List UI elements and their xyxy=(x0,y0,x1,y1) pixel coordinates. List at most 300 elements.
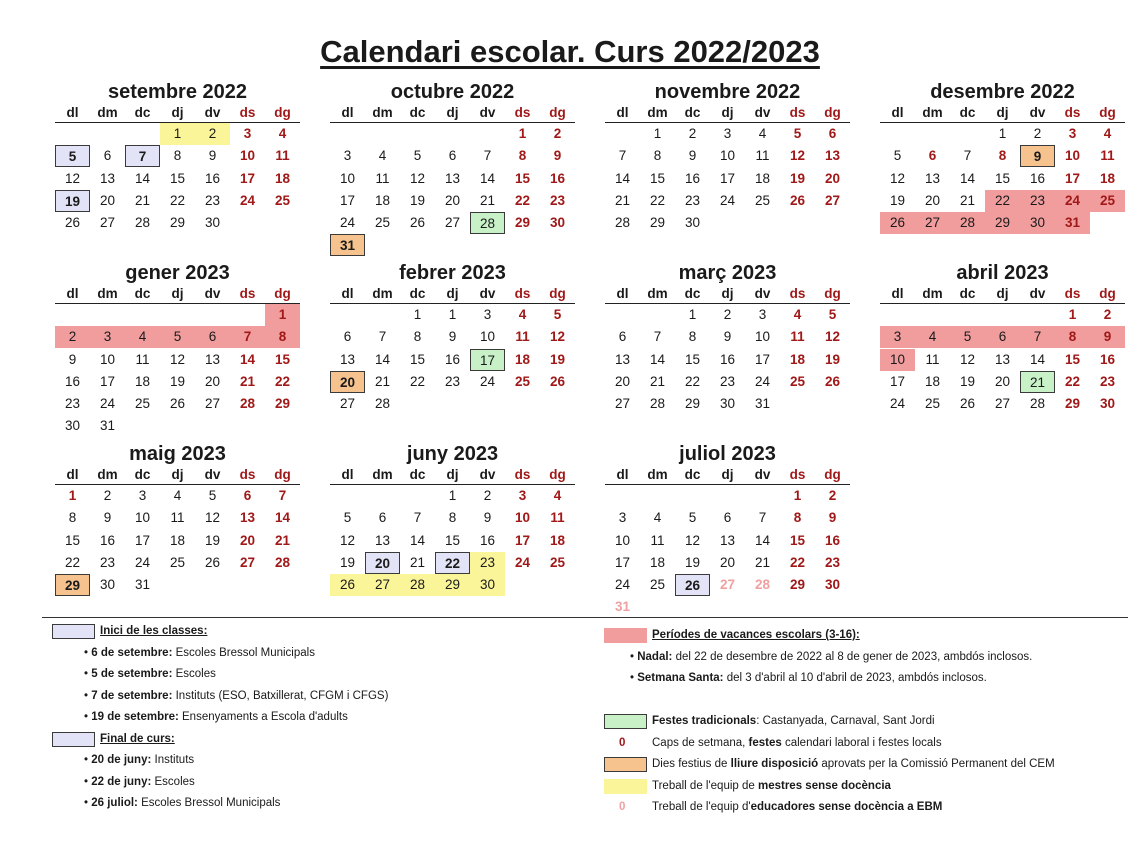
weekday-header xyxy=(880,285,1125,304)
day-cell: 28 xyxy=(239,396,256,412)
weekday-label: dj xyxy=(996,105,1009,120)
weekday-label: ds xyxy=(789,286,806,301)
week-row xyxy=(605,190,850,212)
day-cell: 28 xyxy=(274,554,291,570)
day-cell: 2 xyxy=(195,123,230,145)
empty-cell xyxy=(365,234,400,256)
day-cell: 15 xyxy=(514,170,531,186)
day-cell: 11 xyxy=(550,510,565,526)
day-cell: 16 xyxy=(684,170,701,186)
day-cell: 28 xyxy=(1029,396,1046,412)
day-cell: 18 xyxy=(374,192,391,208)
day-cell: 1 xyxy=(998,126,1007,141)
week-row xyxy=(880,326,1125,348)
day-cell: 23 xyxy=(684,192,701,208)
day-cell: 19 xyxy=(549,351,566,367)
empty-cell xyxy=(815,393,850,415)
empty-cell xyxy=(710,212,745,234)
legend-vacances xyxy=(604,625,1134,647)
day-cell: 19 xyxy=(824,351,841,367)
week-row xyxy=(605,123,850,145)
week-row xyxy=(605,371,850,393)
day-cell: 25 xyxy=(274,192,291,208)
day-cell: 24 xyxy=(99,396,116,412)
day-cell: 21 xyxy=(409,554,426,570)
month-title: juliol 2023 xyxy=(679,443,776,465)
week-row xyxy=(880,212,1125,234)
day-cell: 3 xyxy=(880,326,915,348)
vacances-swatch xyxy=(604,628,647,643)
weekday-label: dc xyxy=(134,286,151,301)
day-cell: 22 xyxy=(684,373,701,389)
day-cell: 20 xyxy=(924,192,941,208)
week-row xyxy=(880,304,1125,326)
day-cell: 6 xyxy=(985,326,1020,348)
day-cell: 20 xyxy=(444,192,461,208)
day-cell: 10 xyxy=(1064,148,1081,164)
week-row xyxy=(330,507,575,529)
day-cell: 12 xyxy=(684,532,701,548)
weekday-label: dv xyxy=(204,467,221,482)
weekday-label: dl xyxy=(66,467,79,482)
weekday-label: ds xyxy=(514,105,531,120)
week-row xyxy=(55,485,300,507)
day-cell: 1 xyxy=(793,488,802,503)
day-cell: 10 xyxy=(754,329,771,345)
day-cell: 27 xyxy=(444,215,461,231)
weekday-label: dv xyxy=(1029,105,1046,120)
day-cell: 10 xyxy=(239,148,256,164)
month-calendar xyxy=(605,80,850,234)
day-cell: 12 xyxy=(824,329,841,345)
weekend-marker: 0 xyxy=(619,736,626,749)
weekday-label: dc xyxy=(409,286,426,301)
day-cell: 17 xyxy=(470,349,505,371)
day-cell: 21 xyxy=(374,373,391,389)
day-cell: 28 xyxy=(950,212,985,234)
weekday-label: dm xyxy=(97,286,118,301)
empty-cell xyxy=(400,234,435,256)
weekday-label: dl xyxy=(341,286,354,301)
day-cell: 18 xyxy=(274,170,291,186)
day-cell: 5 xyxy=(950,326,985,348)
day-cell: 11 xyxy=(170,510,185,526)
weekday-label: dj xyxy=(721,105,734,120)
weekday-label: dm xyxy=(97,467,118,482)
day-cell: 3 xyxy=(138,488,147,503)
week-row xyxy=(880,123,1125,145)
day-cell: 16 xyxy=(479,532,496,548)
empty-cell xyxy=(125,123,160,145)
day-cell: 17 xyxy=(99,373,116,389)
week-row xyxy=(55,393,300,415)
weekday-label: dg xyxy=(824,467,841,482)
week-row xyxy=(605,393,850,415)
empty-cell xyxy=(745,596,780,618)
empty-cell xyxy=(470,393,505,415)
day-cell: 20 xyxy=(994,373,1011,389)
day-cell: 13 xyxy=(994,351,1011,367)
empty-cell xyxy=(230,574,265,596)
day-cell: 21 xyxy=(1020,371,1055,393)
vacances-item: • Nadal: del 22 de desembre de 2022 al 8 de gener de 2023, ambdós inclosos. xyxy=(630,650,1033,663)
day-cell: 19 xyxy=(339,554,356,570)
legend-festes: Festes tradicionals: Castanyada, Carnaval, Sant Jordi xyxy=(604,711,1134,733)
day-cell: 4 xyxy=(518,307,527,322)
month-title: gener 2023 xyxy=(125,262,230,284)
empty-cell xyxy=(950,123,985,145)
day-cell: 15 xyxy=(994,170,1011,186)
day-cell: 9 xyxy=(483,510,492,526)
weekday-label: dc xyxy=(959,286,976,301)
day-cell: 5 xyxy=(343,510,352,526)
empty-cell xyxy=(505,393,540,415)
weekday-label: dl xyxy=(891,105,904,120)
weekday-label: dv xyxy=(754,286,771,301)
empty-cell xyxy=(1090,212,1125,234)
day-cell: 21 xyxy=(134,192,151,208)
month-title: abril 2023 xyxy=(956,262,1049,284)
day-cell: 13 xyxy=(204,351,221,367)
month-calendar xyxy=(605,261,850,415)
empty-cell xyxy=(365,304,400,326)
day-cell: 17 xyxy=(239,170,256,186)
weekday-header xyxy=(605,104,850,123)
day-cell: 25 xyxy=(924,396,941,412)
final-heading: Final de curs: xyxy=(100,732,175,745)
day-cell: 31 xyxy=(99,418,116,434)
inici-heading: Inici de les classes: xyxy=(100,625,208,637)
day-cell: 7 xyxy=(1020,326,1055,348)
day-cell: 7 xyxy=(653,329,662,345)
day-cell: 25 xyxy=(374,215,391,231)
empty-cell xyxy=(330,123,365,145)
month-title: març 2023 xyxy=(678,262,777,284)
day-cell: 1 xyxy=(448,307,457,322)
day-cell: 10 xyxy=(719,148,736,164)
day-cell: 13 xyxy=(824,148,841,164)
empty-cell xyxy=(915,304,950,326)
day-cell: 16 xyxy=(64,373,81,389)
week-row xyxy=(605,304,850,326)
day-cell: 24 xyxy=(1055,190,1090,212)
day-cell: 3 xyxy=(518,488,527,503)
day-cell: 21 xyxy=(274,532,291,548)
week-row xyxy=(55,349,300,371)
legend-inici xyxy=(52,621,572,643)
day-cell: 11 xyxy=(515,329,530,345)
weekday-label: dl xyxy=(616,105,629,120)
empty-cell xyxy=(710,485,745,507)
day-cell: 30 xyxy=(1099,396,1116,412)
day-cell: 13 xyxy=(444,170,461,186)
week-row xyxy=(330,530,575,552)
day-cell: 27 xyxy=(614,396,631,412)
day-cell: 7 xyxy=(963,148,972,164)
day-cell: 27 xyxy=(339,396,356,412)
week-row xyxy=(55,552,300,574)
day-cell: 9 xyxy=(448,329,457,345)
weekday-header xyxy=(605,285,850,304)
month-calendar xyxy=(605,442,850,619)
day-cell: 20 xyxy=(719,554,736,570)
weekday-header xyxy=(605,466,850,485)
week-row xyxy=(605,552,850,574)
day-cell: 12 xyxy=(339,532,356,548)
day-cell: 22 xyxy=(649,192,666,208)
day-cell: 11 xyxy=(1100,148,1115,164)
day-cell: 17 xyxy=(339,192,356,208)
day-cell: 5 xyxy=(688,510,697,526)
day-cell: 5 xyxy=(828,307,837,322)
day-cell: 29 xyxy=(1064,396,1081,412)
day-cell: 1 xyxy=(413,307,422,322)
weekday-label: dj xyxy=(721,286,734,301)
week-row xyxy=(55,574,300,596)
day-cell: 2 xyxy=(55,326,90,348)
day-cell: 26 xyxy=(64,215,81,231)
day-cell: 22 xyxy=(1064,373,1081,389)
weekday-label: dj xyxy=(446,286,459,301)
weekday-label: dj xyxy=(446,467,459,482)
week-row xyxy=(330,349,575,371)
day-cell: 3 xyxy=(1068,126,1077,141)
empty-cell xyxy=(815,596,850,618)
day-cell: 6 xyxy=(928,148,937,164)
weekday-header xyxy=(55,285,300,304)
week-row xyxy=(330,485,575,507)
legend-educadores: 0 Treball de l'equip d'educadores sense docència a EBM xyxy=(604,797,1134,819)
month-calendar xyxy=(880,261,1125,415)
day-cell: 26 xyxy=(824,373,841,389)
day-cell: 6 xyxy=(723,510,732,526)
day-cell: 18 xyxy=(649,554,666,570)
day-cell: 16 xyxy=(549,170,566,186)
empty-cell xyxy=(540,234,575,256)
day-cell: 27 xyxy=(99,215,116,231)
weekday-label: dm xyxy=(922,286,943,301)
day-cell: 2 xyxy=(553,126,562,141)
day-cell: 16 xyxy=(204,170,221,186)
empty-cell xyxy=(710,596,745,618)
day-cell: 1 xyxy=(160,123,195,145)
day-cell: 5 xyxy=(553,307,562,322)
week-row xyxy=(330,574,575,596)
day-cell: 15 xyxy=(409,351,426,367)
day-cell: 24 xyxy=(514,554,531,570)
weekday-label: dj xyxy=(996,286,1009,301)
month-title: octubre 2022 xyxy=(390,81,515,103)
week-row xyxy=(330,371,575,393)
day-cell: 5 xyxy=(55,145,90,167)
week-row xyxy=(55,371,300,393)
empty-cell xyxy=(435,393,470,415)
day-cell: 10 xyxy=(479,329,496,345)
day-cell: 12 xyxy=(959,351,976,367)
weekday-label: dc xyxy=(134,467,151,482)
week-row xyxy=(330,123,575,145)
day-cell: 20 xyxy=(330,371,365,393)
week-row xyxy=(330,190,575,212)
weekday-label: ds xyxy=(1064,286,1081,301)
week-row xyxy=(330,234,575,256)
weekday-label: dc xyxy=(409,467,426,482)
final-item: • 20 de juny: Instituts xyxy=(84,754,195,766)
day-cell: 28 xyxy=(614,215,631,231)
day-cell: 29 xyxy=(435,574,470,596)
weekday-label: dm xyxy=(647,105,668,120)
weekday-label: dv xyxy=(479,105,496,120)
day-cell: 30 xyxy=(204,215,221,231)
day-cell: 10 xyxy=(614,532,631,548)
day-cell: 17 xyxy=(514,532,531,548)
day-cell: 6 xyxy=(343,329,352,345)
day-cell: 12 xyxy=(64,170,81,186)
day-cell: 16 xyxy=(719,351,736,367)
day-cell: 8 xyxy=(173,148,182,164)
weekday-label: dj xyxy=(171,467,184,482)
day-cell: 30 xyxy=(684,215,701,231)
day-cell: 29 xyxy=(684,396,701,412)
day-cell: 13 xyxy=(719,532,736,548)
day-cell: 14 xyxy=(614,170,631,186)
day-cell: 26 xyxy=(959,396,976,412)
empty-cell xyxy=(605,485,640,507)
weekday-label: dm xyxy=(97,105,118,120)
week-row xyxy=(605,507,850,529)
empty-cell xyxy=(780,393,815,415)
day-cell: 17 xyxy=(719,170,736,186)
day-cell: 11 xyxy=(790,329,805,345)
day-cell: 21 xyxy=(614,192,631,208)
day-cell: 4 xyxy=(553,488,562,503)
weekday-label: dl xyxy=(66,105,79,120)
weekday-label: dg xyxy=(824,286,841,301)
day-cell: 25 xyxy=(134,396,151,412)
day-cell: 26 xyxy=(169,396,186,412)
day-cell: 27 xyxy=(719,577,736,593)
month-calendar xyxy=(330,442,575,596)
day-cell: 16 xyxy=(99,532,116,548)
day-cell: 10 xyxy=(339,170,356,186)
month-calendar xyxy=(880,80,1125,234)
day-cell: 13 xyxy=(239,510,256,526)
day-cell: 4 xyxy=(1103,126,1112,141)
day-cell: 23 xyxy=(1020,190,1055,212)
weekday-label: ds xyxy=(789,105,806,120)
day-cell: 18 xyxy=(924,373,941,389)
day-cell: 11 xyxy=(275,148,290,164)
day-cell: 9 xyxy=(1020,145,1055,167)
empty-cell xyxy=(675,596,710,618)
day-cell: 2 xyxy=(483,488,492,503)
day-cell: 13 xyxy=(339,351,356,367)
day-cell: 22 xyxy=(409,373,426,389)
month-title: maig 2023 xyxy=(129,443,226,465)
day-cell: 14 xyxy=(239,351,256,367)
day-cell: 1 xyxy=(448,488,457,503)
day-cell: 21 xyxy=(649,373,666,389)
legend-left xyxy=(52,621,572,815)
inici-item: • 5 de setembre: Escoles xyxy=(84,668,216,680)
day-cell: 8 xyxy=(1055,326,1090,348)
day-cell: 15 xyxy=(274,351,291,367)
weekday-label: dv xyxy=(204,105,221,120)
week-row xyxy=(55,530,300,552)
day-cell: 20 xyxy=(824,170,841,186)
day-cell: 3 xyxy=(758,307,767,322)
weekday-label: dg xyxy=(274,105,291,120)
day-cell: 24 xyxy=(889,396,906,412)
day-cell: 21 xyxy=(959,192,976,208)
day-cell: 15 xyxy=(649,170,666,186)
empty-cell xyxy=(195,304,230,326)
day-cell: 19 xyxy=(204,532,221,548)
day-cell: 8 xyxy=(688,329,697,345)
day-cell: 7 xyxy=(618,148,627,164)
day-cell: 8 xyxy=(518,148,527,164)
day-cell: 18 xyxy=(514,351,531,367)
day-cell: 1 xyxy=(265,304,300,326)
final-swatch xyxy=(52,732,95,747)
week-row xyxy=(880,349,1125,371)
day-cell: 28 xyxy=(374,396,391,412)
month-calendar xyxy=(55,261,300,438)
day-cell: 20 xyxy=(365,552,400,574)
empty-cell xyxy=(605,304,640,326)
day-cell: 14 xyxy=(374,351,391,367)
day-cell: 13 xyxy=(614,351,631,367)
day-cell: 9 xyxy=(103,510,112,526)
day-cell: 14 xyxy=(959,170,976,186)
day-cell: 7 xyxy=(758,510,767,526)
day-cell: 17 xyxy=(614,554,631,570)
educadores-marker: 0 xyxy=(619,801,626,813)
day-cell: 14 xyxy=(409,532,426,548)
weekday-label: dg xyxy=(549,467,566,482)
empty-cell xyxy=(125,415,160,437)
day-cell: 23 xyxy=(470,552,505,574)
day-cell: 14 xyxy=(479,170,496,186)
day-cell: 26 xyxy=(204,554,221,570)
empty-cell xyxy=(265,212,300,234)
empty-cell xyxy=(470,234,505,256)
weekday-label: dg xyxy=(274,286,291,301)
week-row xyxy=(330,168,575,190)
day-cell: 25 xyxy=(549,554,566,570)
week-row xyxy=(605,326,850,348)
week-row xyxy=(880,190,1125,212)
day-cell: 31 xyxy=(330,234,365,256)
weekday-label: dl xyxy=(891,286,904,301)
day-cell: 18 xyxy=(754,170,771,186)
day-cell: 20 xyxy=(204,373,221,389)
empty-cell xyxy=(880,304,915,326)
day-cell: 30 xyxy=(719,396,736,412)
empty-cell xyxy=(55,123,90,145)
legend-right xyxy=(604,625,1134,819)
day-cell: 25 xyxy=(754,192,771,208)
day-cell: 31 xyxy=(614,599,631,615)
empty-cell xyxy=(470,123,505,145)
empty-cell xyxy=(195,574,230,596)
empty-cell xyxy=(330,485,365,507)
day-cell: 6 xyxy=(195,326,230,348)
day-cell: 11 xyxy=(650,532,665,548)
empty-cell xyxy=(435,234,470,256)
day-cell: 10 xyxy=(514,510,531,526)
day-cell: 22 xyxy=(64,554,81,570)
